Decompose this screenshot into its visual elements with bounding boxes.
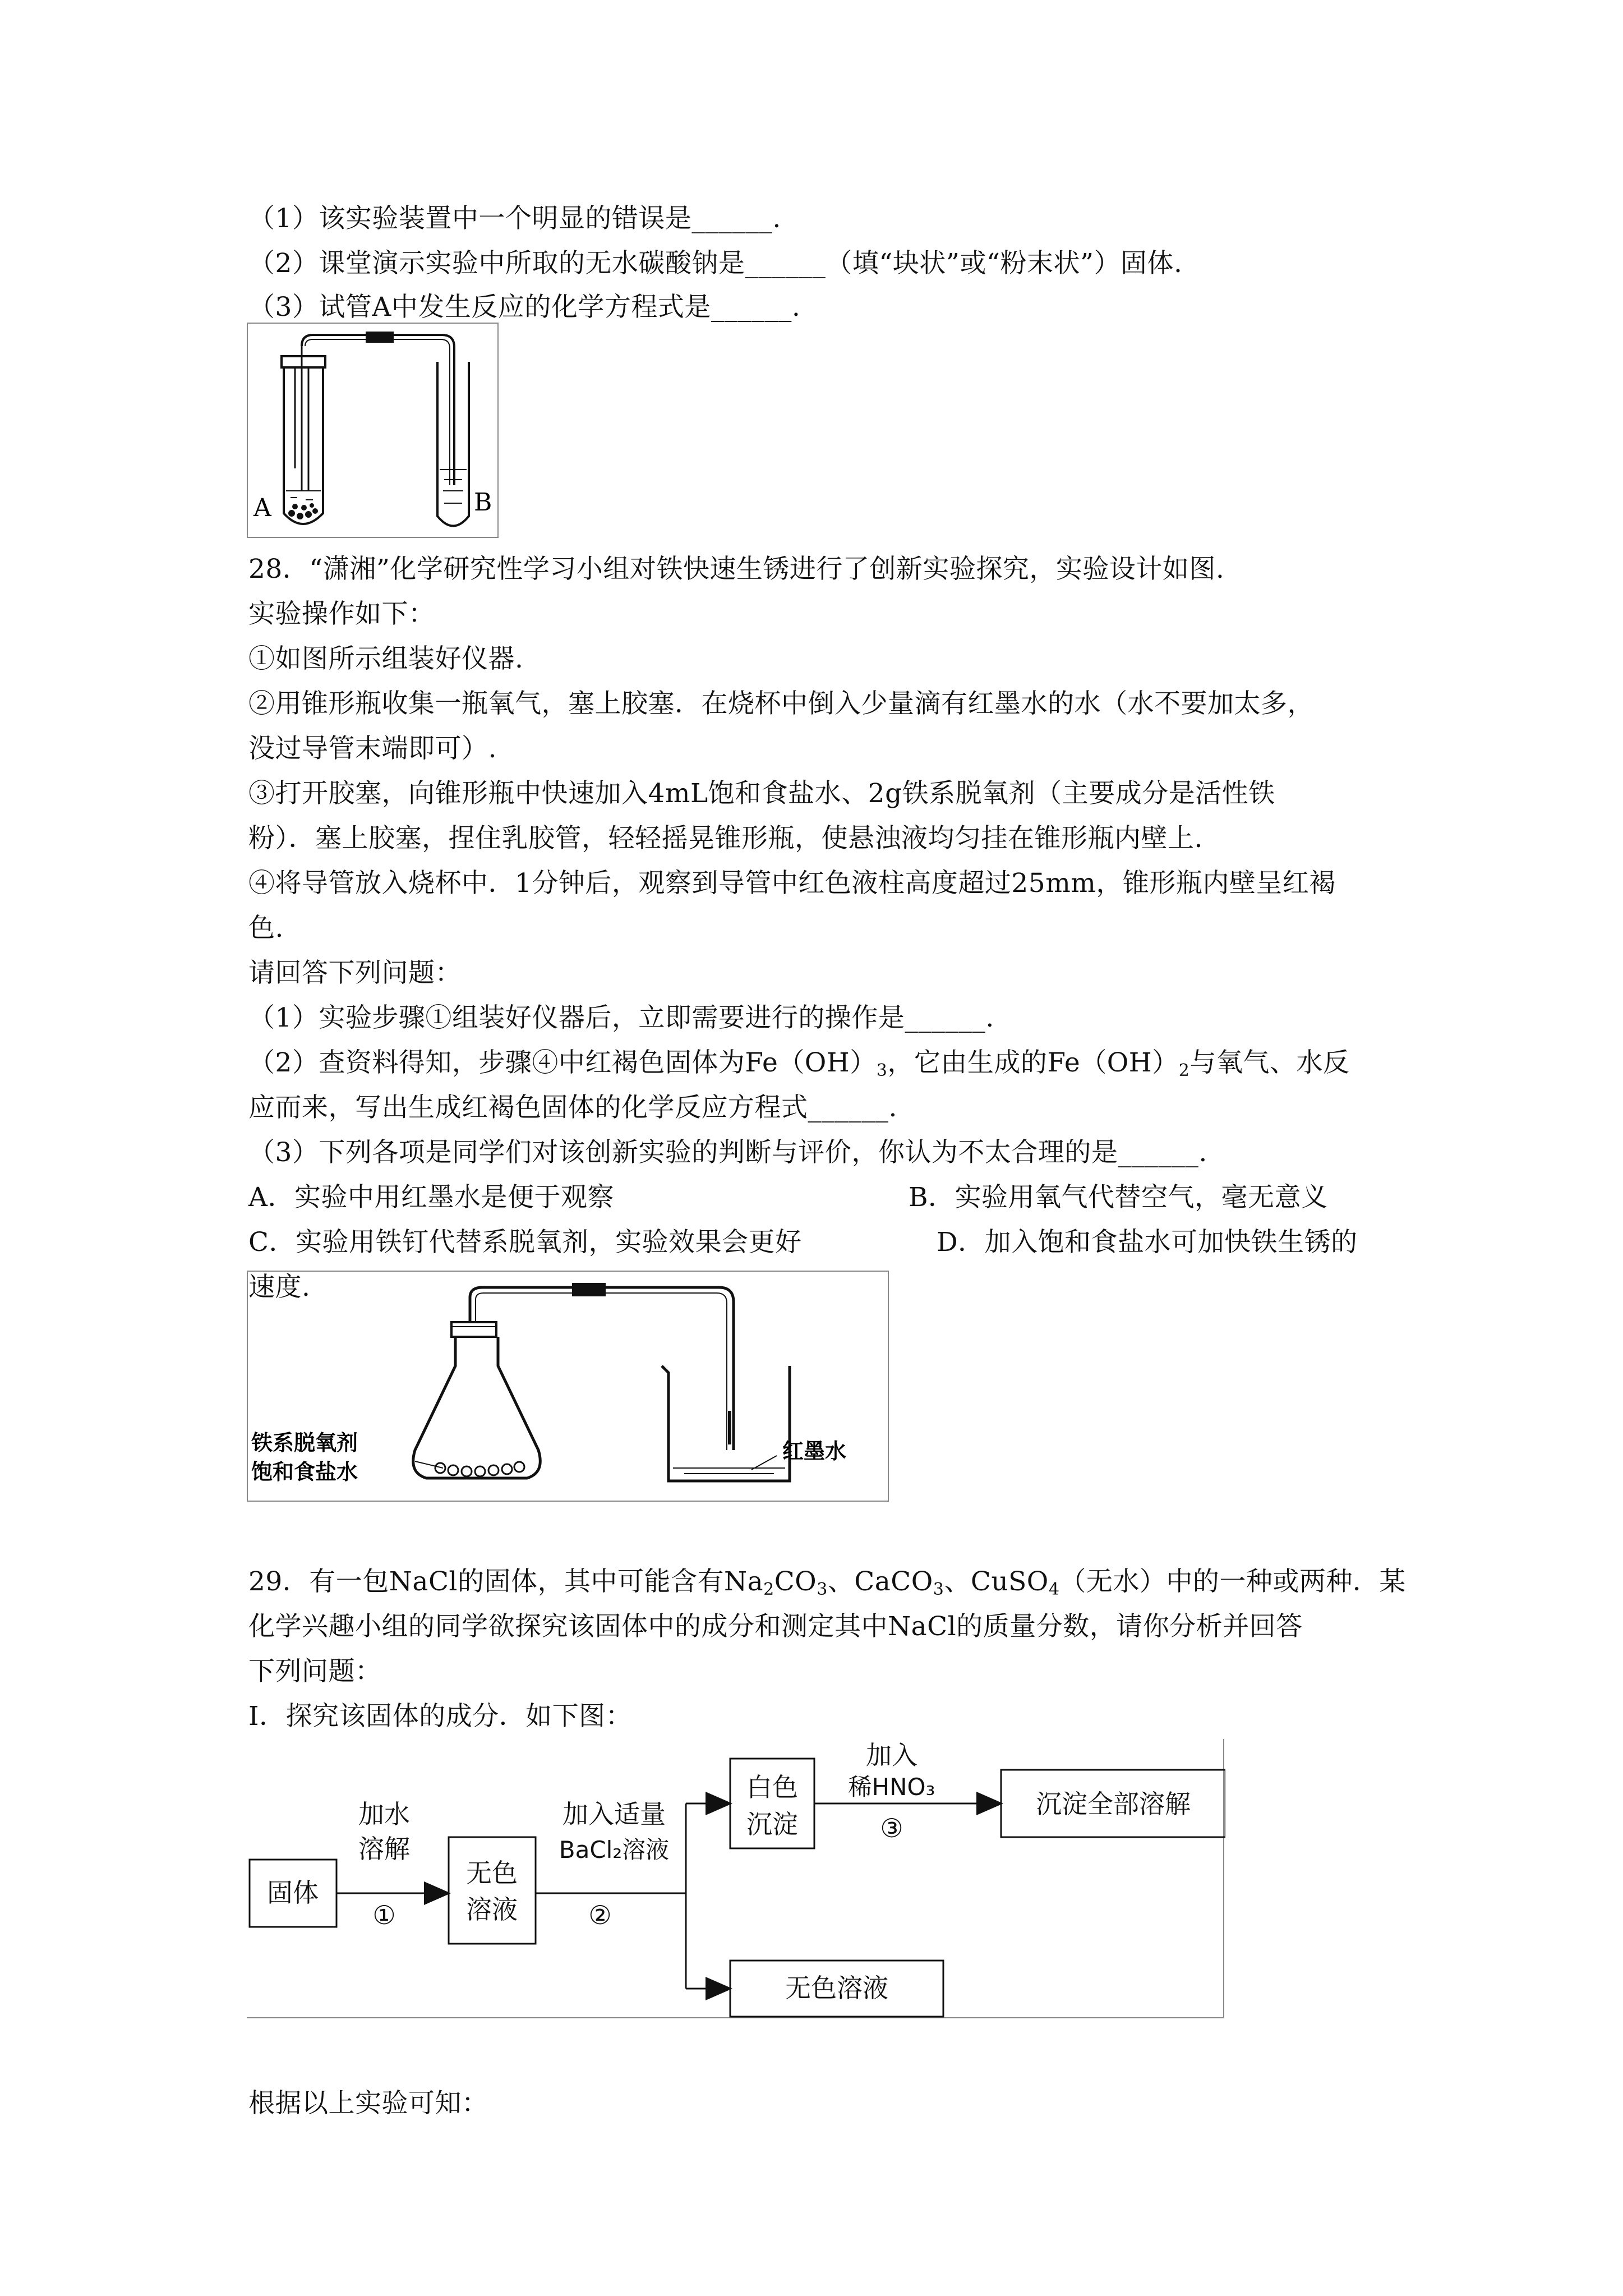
q28-step-4b: 色. [248,913,284,944]
red-ink-label: 红墨水 [782,1438,847,1464]
q29-conclusion: 根据以上实验可知： [248,2088,488,2119]
saline-label: 饱和食盐水 [251,1459,358,1484]
q28-title: 28．“潇湘”化学研究性学习小组对铁快速生锈进行了创新实验探究，实验设计如图. [248,554,1225,585]
step1-label-a: 加水 [358,1799,410,1829]
box-white-a: 白色 [746,1772,798,1802]
test-tube-figure [247,323,499,539]
q28-question-2b: 应而来，写出生成红褐色固体的化学反应方程式______. [248,1092,897,1123]
step2-number: ② [588,1900,612,1930]
q28-option-c: C．实验用铁钉代替系脱氧剂，实验效果会更好 [248,1227,802,1258]
q29-part-1: Ⅰ．探究该固体的成分．如下图： [248,1701,633,1732]
q28-step-3b: 粉）．塞上胶塞，捏住乳胶管，轻轻摇晃锥形瓶，使悬浊液均匀挂在锥形瓶内壁上. [248,823,1203,854]
step2-label-b: BaCl₂溶液 [559,1836,670,1864]
q29-line-3: 下列问题： [248,1656,382,1687]
q28-option-b: B．实验用氧气代替空气，毫无意义 [909,1182,1328,1213]
box-colorless-b: 溶液 [466,1894,518,1925]
flow-chart [247,1739,1225,2019]
box-colorless-solution: 无色溶液 [785,1973,888,2003]
step2-label-a: 加入适量 [562,1799,666,1829]
step1-number: ① [372,1900,396,1930]
q28-question-2a: （2）查资料得知，步骤④中红褐色固体为$Fe(OH)_3$，它由生成的$Fe(OH)_2$与氧气、水反 [248,1047,1350,1080]
step3-label-a: 加入 [866,1740,917,1770]
q28-step-4a: ④将导管放入烧杯中．1分钟后，观察到导管中红色液柱高度超过25mm，锥形瓶内壁呈红褐 [248,868,1336,899]
step3-label-b: 稀HNO₃ [848,1773,935,1801]
q27-line-2: （2）课堂演示实验中所取的无水碳酸钠是______（填“块状”或“粉末状”）固体. [248,248,1183,279]
q28-intro: 实验操作如下： [248,599,435,629]
box-solid: 固体 [267,1878,319,1908]
tube-b-label: B [474,488,492,517]
q28-step-3a: ③打开胶塞，向锥形瓶中快速加入4mL饱和食盐水、2g铁系脱氧剂（主要成分是活性铁 [248,778,1275,809]
q29-line-2: 化学兴趣小组的同学欲探究该固体中的成分和测定其中NaCl的质量分数，请你分析并回答 [248,1611,1303,1642]
q28-question-1: （1）实验步骤①组装好仪器后，立即需要进行的操作是______. [248,1002,994,1033]
q27-line-3: （3）试管A中发生反应的化学方程式是______. [248,292,801,323]
q29-line-1: 29．有一包NaCl的固体，其中可能含有$Na_2CO_3$、CaCO$_3$、CuSO$_4$（无水）中的一种或两种．某 [248,1566,1406,1599]
box-colorless-a: 无色 [466,1858,518,1888]
q28-question-3: （3）下列各项是同学们对该创新实验的判断与评价，你认为不太合理的是______. [248,1137,1207,1168]
step3-number: ③ [880,1813,903,1843]
step1-label-b: 溶解 [358,1834,410,1864]
q28-step-2b: 没过导管末端即可）. [248,733,497,764]
q28-step-2a: ②用锥形瓶收集一瓶氧气，塞上胶塞．在烧杯中倒入少量滴有红墨水的水（水不要加太多， [248,688,1314,719]
q28-option-d-cont: 速度. [248,1272,311,1303]
q28-option-d: D．加入饱和食盐水可加快铁生锈的 [937,1227,1358,1258]
flask-beaker-figure [247,1271,889,1502]
box-white-b: 沉淀 [746,1809,798,1839]
tube-a-label: A [253,494,271,522]
q28-step-1: ①如图所示组装好仪器. [248,643,524,674]
q28-ask: 请回答下列问题： [248,958,462,988]
q28-option-a: A．实验中用红墨水是便于观察 [248,1182,614,1213]
q27-line-1: （1）该实验装置中一个明显的错误是______. [248,203,781,234]
box-fully-dissolved: 沉淀全部溶解 [1036,1789,1191,1819]
deoxidizer-label: 铁系脱氧剂 [251,1430,358,1455]
